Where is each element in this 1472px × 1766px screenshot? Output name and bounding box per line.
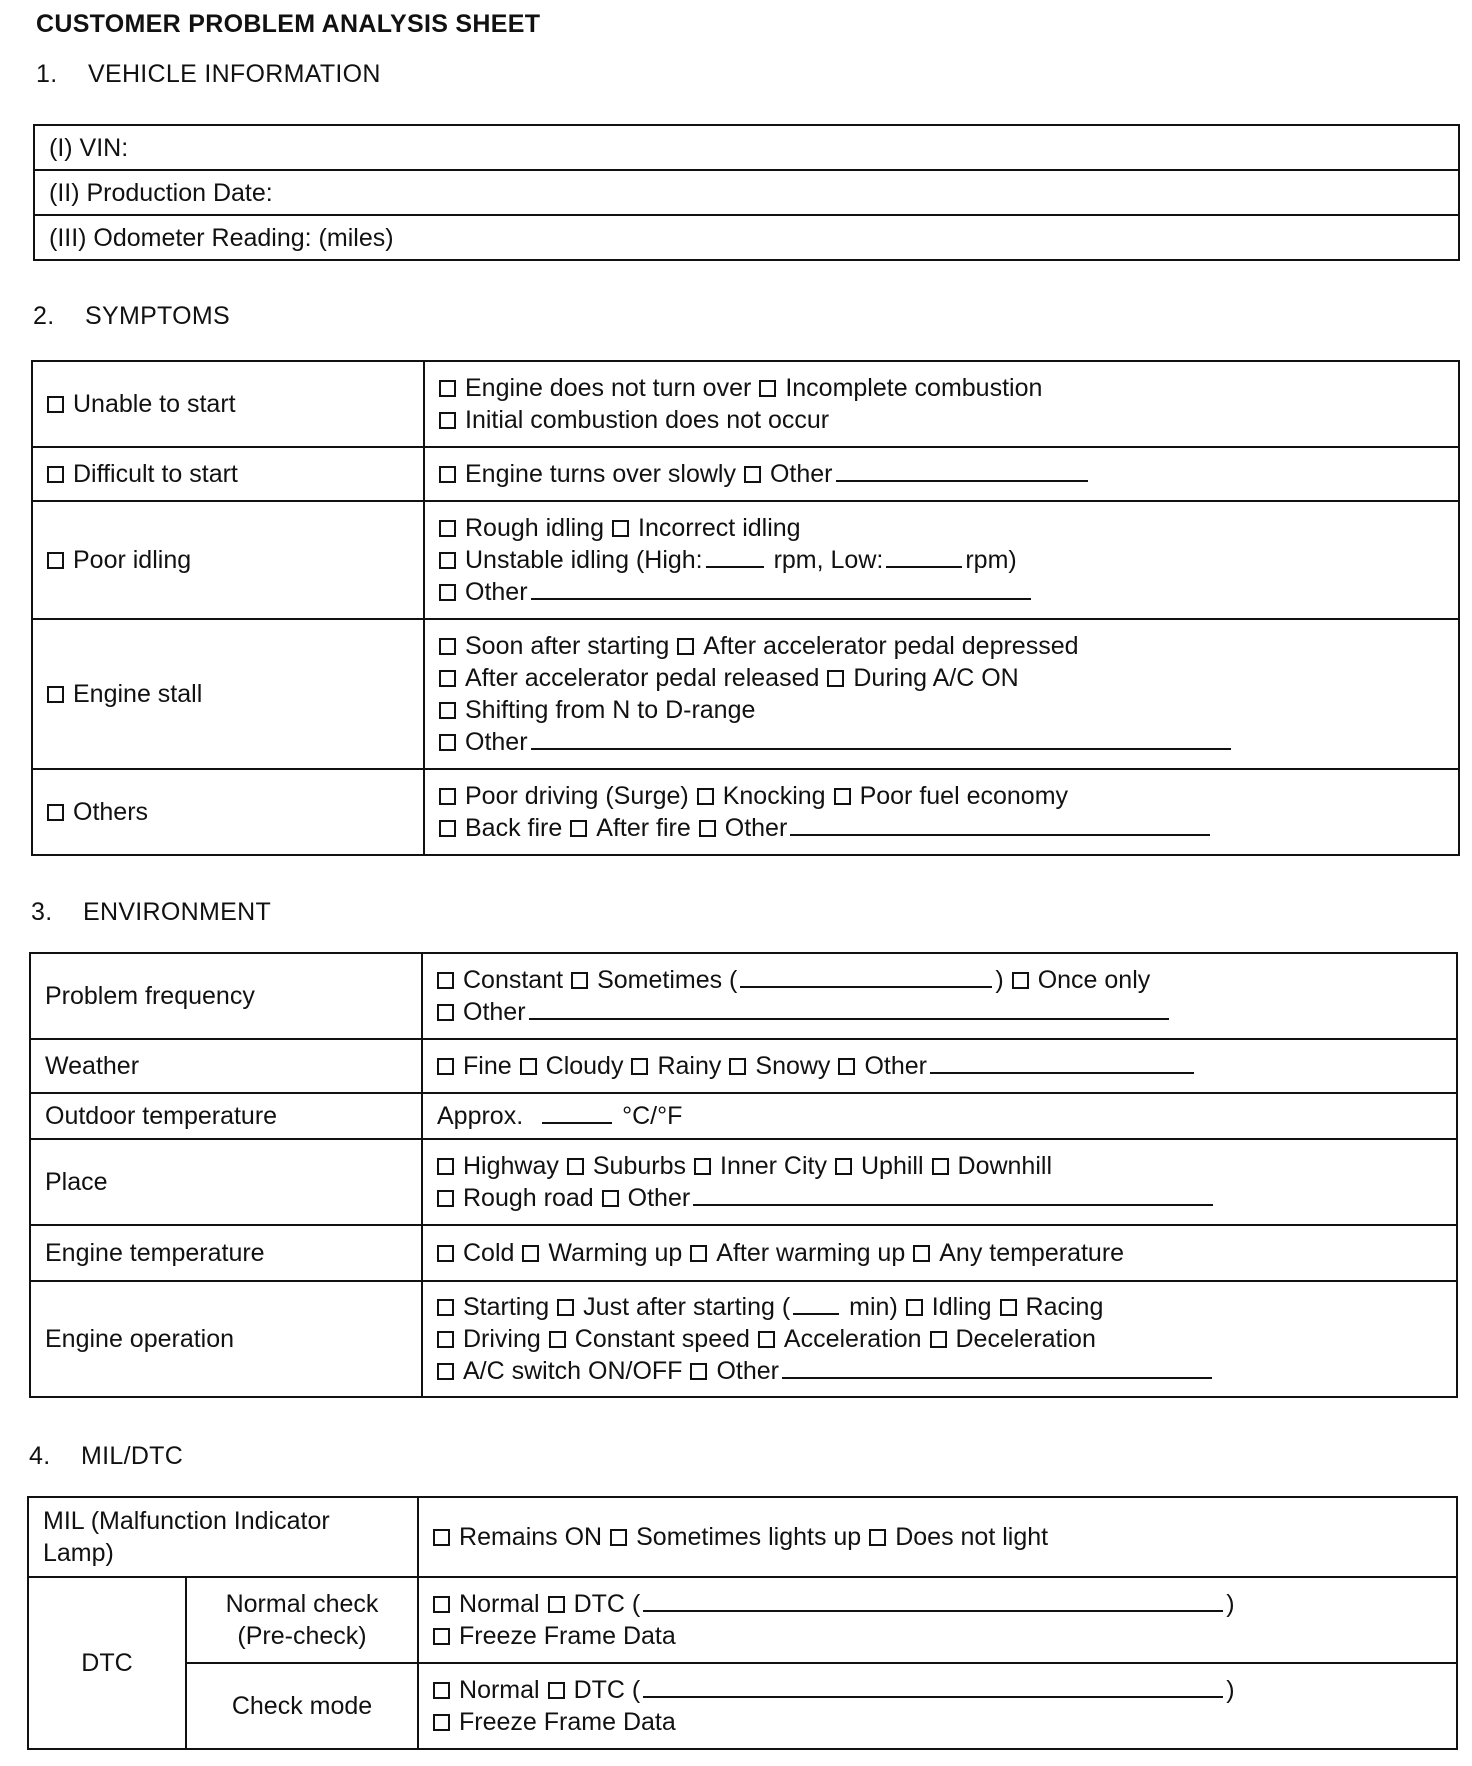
turns-over-slowly-label: Engine turns over slowly [465, 460, 736, 488]
section-title: VEHICLE INFORMATION [88, 60, 381, 88]
others-label: Others [73, 798, 149, 826]
engine-stall-other-label: Other [465, 728, 528, 756]
starting-checkbox[interactable] [437, 1299, 454, 1316]
weather-other-blank[interactable] [930, 1050, 1194, 1074]
weather-options [422, 1039, 1457, 1093]
shifting-n-to-d-label: Shifting from N to D-range [465, 696, 756, 724]
during-ac-on-checkbox[interactable] [827, 670, 844, 687]
rainy-label: Rainy [657, 1052, 722, 1080]
normal-check-dtc-label: DTC ( [573, 1590, 641, 1618]
just-after-starting-checkbox[interactable] [557, 1299, 574, 1316]
starting-label: Starting [463, 1293, 550, 1321]
engine-stall-checkbox[interactable] [47, 686, 64, 703]
weather-other-label: Other [864, 1052, 927, 1080]
table-row [32, 619, 1459, 769]
vehicle-info-table [33, 124, 1460, 261]
difficult-to-start-options [424, 447, 1459, 501]
does-not-light-label: Does not light [895, 1523, 1049, 1551]
turns-over-slowly-checkbox[interactable] [439, 466, 456, 483]
check-mode-options [418, 1663, 1457, 1749]
check-mode-dtc-label: DTC ( [573, 1676, 641, 1704]
place-other-label: Other [627, 1184, 691, 1212]
engine-operation-label: Engine operation [30, 1281, 422, 1397]
sometimes-label: Sometimes ( [597, 966, 738, 994]
difficult-other-label: Other [769, 460, 833, 488]
section-number: 2. [33, 302, 55, 330]
unable-to-start-options [424, 361, 1459, 447]
approx-label: Approx. [437, 1102, 524, 1130]
uphill-checkbox[interactable] [835, 1158, 852, 1175]
during-ac-on-label: During A/C ON [853, 664, 1019, 692]
pedal-released-label: After accelerator pedal released [465, 664, 820, 692]
unable-to-start-checkbox[interactable] [47, 396, 64, 413]
engine-temperature-label: Engine temperature [30, 1225, 422, 1281]
incorrect-idling-checkbox[interactable] [612, 520, 629, 537]
poor-driving-checkbox[interactable] [439, 788, 456, 805]
table-row [30, 1139, 1457, 1225]
rpm-low-label: rpm, Low: [773, 546, 884, 574]
engine-temperature-options [422, 1225, 1457, 1281]
normal-check-dtc-checkbox[interactable] [548, 1596, 565, 1613]
normal-check-dtc-suffix: ) [1226, 1590, 1235, 1618]
table-row [34, 125, 1459, 170]
once-only-label: Once only [1037, 966, 1151, 994]
temperature-unit: °C/°F [622, 1102, 683, 1130]
others-cell [32, 769, 424, 855]
normal-check-label-line1: Normal check [225, 1590, 379, 1618]
soon-after-starting-label: Soon after starting [465, 632, 670, 660]
driving-checkbox[interactable] [437, 1331, 454, 1348]
section-heading-mil-dtc [29, 1442, 183, 1471]
engine-stall-other-checkbox[interactable] [439, 734, 456, 751]
pedal-depressed-label: After accelerator pedal depressed [703, 632, 1079, 660]
rough-road-label: Rough road [463, 1184, 594, 1212]
mil-dtc-table [27, 1496, 1458, 1750]
sometimes-checkbox[interactable] [571, 972, 588, 989]
engine-stall-other-blank[interactable] [531, 726, 1231, 750]
unable-to-start-cell [32, 361, 424, 447]
difficult-to-start-cell [32, 447, 424, 501]
check-mode-label: Check mode [186, 1663, 418, 1749]
frequency-other-checkbox[interactable] [437, 1004, 454, 1021]
pedal-released-checkbox[interactable] [439, 670, 456, 687]
cloudy-checkbox[interactable] [520, 1058, 537, 1075]
table-row [34, 170, 1459, 215]
table-row [32, 769, 1459, 855]
ac-switch-checkbox[interactable] [437, 1363, 454, 1380]
normal-check-freeze-frame-checkbox[interactable] [433, 1628, 450, 1645]
frequency-other-blank[interactable] [529, 996, 1169, 1020]
idling-checkbox[interactable] [906, 1299, 923, 1316]
table-row [28, 1663, 1457, 1749]
back-fire-label: Back fire [465, 814, 563, 842]
section-title: MIL/DTC [81, 1442, 184, 1470]
others-other-blank[interactable] [790, 812, 1210, 836]
after-warming-up-label: After warming up [716, 1239, 906, 1267]
poor-fuel-economy-label: Poor fuel economy [859, 782, 1069, 810]
cold-label: Cold [463, 1239, 515, 1267]
difficult-other-checkbox[interactable] [744, 466, 761, 483]
engine-not-turn-over-checkbox[interactable] [439, 380, 456, 397]
poor-idling-label: Poor idling [73, 546, 192, 574]
check-mode-dtc-checkbox[interactable] [548, 1682, 565, 1699]
after-fire-label: After fire [596, 814, 691, 842]
temperature-blank[interactable] [542, 1100, 612, 1124]
rough-idling-label: Rough idling [465, 514, 604, 542]
knocking-checkbox[interactable] [697, 788, 714, 805]
after-fire-checkbox[interactable] [570, 820, 587, 837]
normal-check-label-cell [186, 1577, 418, 1663]
vin-field[interactable]: (I) VIN: [34, 125, 1459, 170]
engine-stall-cell [32, 619, 424, 769]
back-fire-checkbox[interactable] [439, 820, 456, 837]
rough-idling-checkbox[interactable] [439, 520, 456, 537]
shifting-n-to-d-checkbox[interactable] [439, 702, 456, 719]
downhill-label: Downhill [957, 1152, 1052, 1180]
incomplete-combustion-checkbox[interactable] [759, 380, 776, 397]
outdoor-temperature-options [422, 1093, 1457, 1139]
operation-other-blank[interactable] [782, 1355, 1212, 1379]
table-row [32, 501, 1459, 619]
constant-speed-label: Constant speed [574, 1325, 750, 1353]
snowy-label: Snowy [755, 1052, 831, 1080]
poor-idling-other-label: Other [465, 578, 528, 606]
downhill-checkbox[interactable] [932, 1158, 949, 1175]
odometer-reading-field[interactable]: (III) Odometer Reading: (miles) [34, 215, 1459, 260]
table-row [30, 1225, 1457, 1281]
rpm-suffix-label: rpm) [965, 546, 1017, 574]
mil-label-line2: Lamp) [43, 1539, 114, 1567]
initial-combustion-checkbox[interactable] [439, 412, 456, 429]
section-title: SYMPTOMS [85, 302, 231, 330]
poor-idling-other-checkbox[interactable] [439, 584, 456, 601]
outdoor-temperature-label: Outdoor temperature [30, 1093, 422, 1139]
dtc-label: DTC [28, 1577, 186, 1749]
constant-speed-checkbox[interactable] [549, 1331, 566, 1348]
unstable-idling-label: Unstable idling (High: [465, 546, 703, 574]
minutes-suffix: min) [849, 1293, 898, 1321]
others-other-checkbox[interactable] [699, 820, 716, 837]
place-other-blank[interactable] [693, 1182, 1213, 1206]
normal-check-freeze-frame-label: Freeze Frame Data [459, 1622, 676, 1650]
check-mode-normal-label: Normal [459, 1676, 540, 1704]
difficult-to-start-checkbox[interactable] [47, 466, 64, 483]
poor-fuel-economy-checkbox[interactable] [834, 788, 851, 805]
rough-road-checkbox[interactable] [437, 1190, 454, 1207]
place-label: Place [30, 1139, 422, 1225]
does-not-light-checkbox[interactable] [869, 1529, 886, 1546]
inner-city-label: Inner City [720, 1152, 827, 1180]
check-mode-dtc-blank[interactable] [643, 1674, 1223, 1698]
sometimes-lights-up-checkbox[interactable] [610, 1529, 627, 1546]
poor-idling-checkbox[interactable] [47, 552, 64, 569]
pedal-depressed-checkbox[interactable] [677, 638, 694, 655]
once-only-checkbox[interactable] [1012, 972, 1029, 989]
table-row [30, 1093, 1457, 1139]
unable-to-start-label: Unable to start [73, 390, 236, 418]
problem-frequency-options [422, 953, 1457, 1039]
operation-other-label: Other [716, 1357, 779, 1385]
section-number: 1. [36, 60, 58, 88]
uphill-label: Uphill [860, 1152, 924, 1180]
fine-label: Fine [463, 1052, 512, 1080]
mil-label-line1: MIL (Malfunction Indicator [43, 1507, 330, 1535]
document-title: CUSTOMER PROBLEM ANALYSIS SHEET [36, 10, 541, 38]
check-mode-freeze-frame-label: Freeze Frame Data [459, 1708, 676, 1736]
section-heading-vehicle [36, 60, 381, 89]
sometimes-suffix: ) [995, 966, 1004, 994]
normal-check-normal-checkbox[interactable] [433, 1596, 450, 1613]
racing-checkbox[interactable] [1000, 1299, 1017, 1316]
high-rpm-blank[interactable] [706, 544, 764, 568]
acceleration-checkbox[interactable] [758, 1331, 775, 1348]
racing-label: Racing [1025, 1293, 1104, 1321]
engine-stall-options [424, 619, 1459, 769]
engine-operation-options [422, 1281, 1457, 1397]
highway-checkbox[interactable] [437, 1158, 454, 1175]
table-row [32, 361, 1459, 447]
incorrect-idling-label: Incorrect idling [638, 514, 801, 542]
remains-on-label: Remains ON [459, 1523, 603, 1551]
problem-frequency-label: Problem frequency [30, 953, 422, 1039]
just-after-starting-label: Just after starting ( [583, 1293, 791, 1321]
others-checkbox[interactable] [47, 804, 64, 821]
mil-label-cell [28, 1497, 418, 1577]
weather-other-checkbox[interactable] [838, 1058, 855, 1075]
highway-label: Highway [463, 1152, 559, 1180]
normal-check-options [418, 1577, 1457, 1663]
any-temperature-label: Any temperature [939, 1239, 1125, 1267]
ac-switch-label: A/C switch ON/OFF [463, 1357, 683, 1385]
others-other-label: Other [724, 814, 788, 842]
table-row [34, 215, 1459, 260]
snowy-checkbox[interactable] [729, 1058, 746, 1075]
section-number: 3. [31, 898, 53, 926]
driving-label: Driving [463, 1325, 541, 1353]
poor-idling-options [424, 501, 1459, 619]
section-number: 4. [29, 1442, 51, 1470]
difficult-to-start-label: Difficult to start [73, 460, 238, 488]
normal-check-dtc-blank[interactable] [643, 1588, 1223, 1612]
operation-other-checkbox[interactable] [690, 1363, 707, 1380]
low-rpm-blank[interactable] [886, 544, 962, 568]
any-temperature-checkbox[interactable] [913, 1245, 930, 1262]
cold-checkbox[interactable] [437, 1245, 454, 1262]
rainy-checkbox[interactable] [631, 1058, 648, 1075]
frequency-other-label: Other [463, 998, 526, 1026]
symptoms-table [31, 360, 1460, 856]
section-title: ENVIRONMENT [83, 898, 272, 926]
minutes-blank[interactable] [793, 1291, 839, 1315]
table-row [30, 953, 1457, 1039]
incomplete-combustion-label: Incomplete combustion [785, 374, 1043, 402]
poor-driving-label: Poor driving (Surge) [465, 782, 689, 810]
place-other-checkbox[interactable] [602, 1190, 619, 1207]
table-row [28, 1497, 1457, 1577]
check-mode-dtc-suffix: ) [1226, 1676, 1235, 1704]
check-mode-freeze-frame-checkbox[interactable] [433, 1714, 450, 1731]
poor-idling-cell [32, 501, 424, 619]
idling-label: Idling [931, 1293, 992, 1321]
remains-on-checkbox[interactable] [433, 1529, 450, 1546]
sometimes-lights-up-label: Sometimes lights up [636, 1523, 862, 1551]
after-warming-up-checkbox[interactable] [690, 1245, 707, 1262]
weather-label: Weather [30, 1039, 422, 1093]
cloudy-label: Cloudy [545, 1052, 624, 1080]
soon-after-starting-checkbox[interactable] [439, 638, 456, 655]
others-options [424, 769, 1459, 855]
table-row [28, 1577, 1457, 1663]
normal-check-normal-label: Normal [459, 1590, 540, 1618]
deceleration-label: Deceleration [955, 1325, 1096, 1353]
engine-stall-label: Engine stall [73, 680, 203, 708]
engine-not-turn-over-label: Engine does not turn over [465, 374, 752, 402]
difficult-other-blank[interactable] [836, 458, 1088, 482]
acceleration-label: Acceleration [783, 1325, 922, 1353]
warming-up-label: Warming up [548, 1239, 683, 1267]
place-options [422, 1139, 1457, 1225]
unstable-idling-checkbox[interactable] [439, 552, 456, 569]
check-mode-normal-checkbox[interactable] [433, 1682, 450, 1699]
warming-up-checkbox[interactable] [522, 1245, 539, 1262]
suburbs-checkbox[interactable] [567, 1158, 584, 1175]
constant-label: Constant [463, 966, 564, 994]
constant-checkbox[interactable] [437, 972, 454, 989]
deceleration-checkbox[interactable] [930, 1331, 947, 1348]
initial-combustion-label: Initial combustion does not occur [465, 406, 830, 434]
normal-check-label-line2: (Pre-check) [237, 1622, 367, 1650]
sometimes-blank[interactable] [740, 964, 992, 988]
table-row [30, 1281, 1457, 1397]
environment-table [29, 952, 1458, 1398]
fine-checkbox[interactable] [437, 1058, 454, 1075]
mil-options [418, 1497, 1457, 1577]
table-row [30, 1039, 1457, 1093]
section-heading-symptoms [33, 302, 230, 331]
production-date-field[interactable]: (II) Production Date: [34, 170, 1459, 215]
suburbs-label: Suburbs [592, 1152, 686, 1180]
inner-city-checkbox[interactable] [694, 1158, 711, 1175]
table-row [32, 447, 1459, 501]
section-heading-environment [31, 898, 271, 927]
knocking-label: Knocking [722, 782, 826, 810]
poor-idling-other-blank[interactable] [531, 576, 1031, 600]
